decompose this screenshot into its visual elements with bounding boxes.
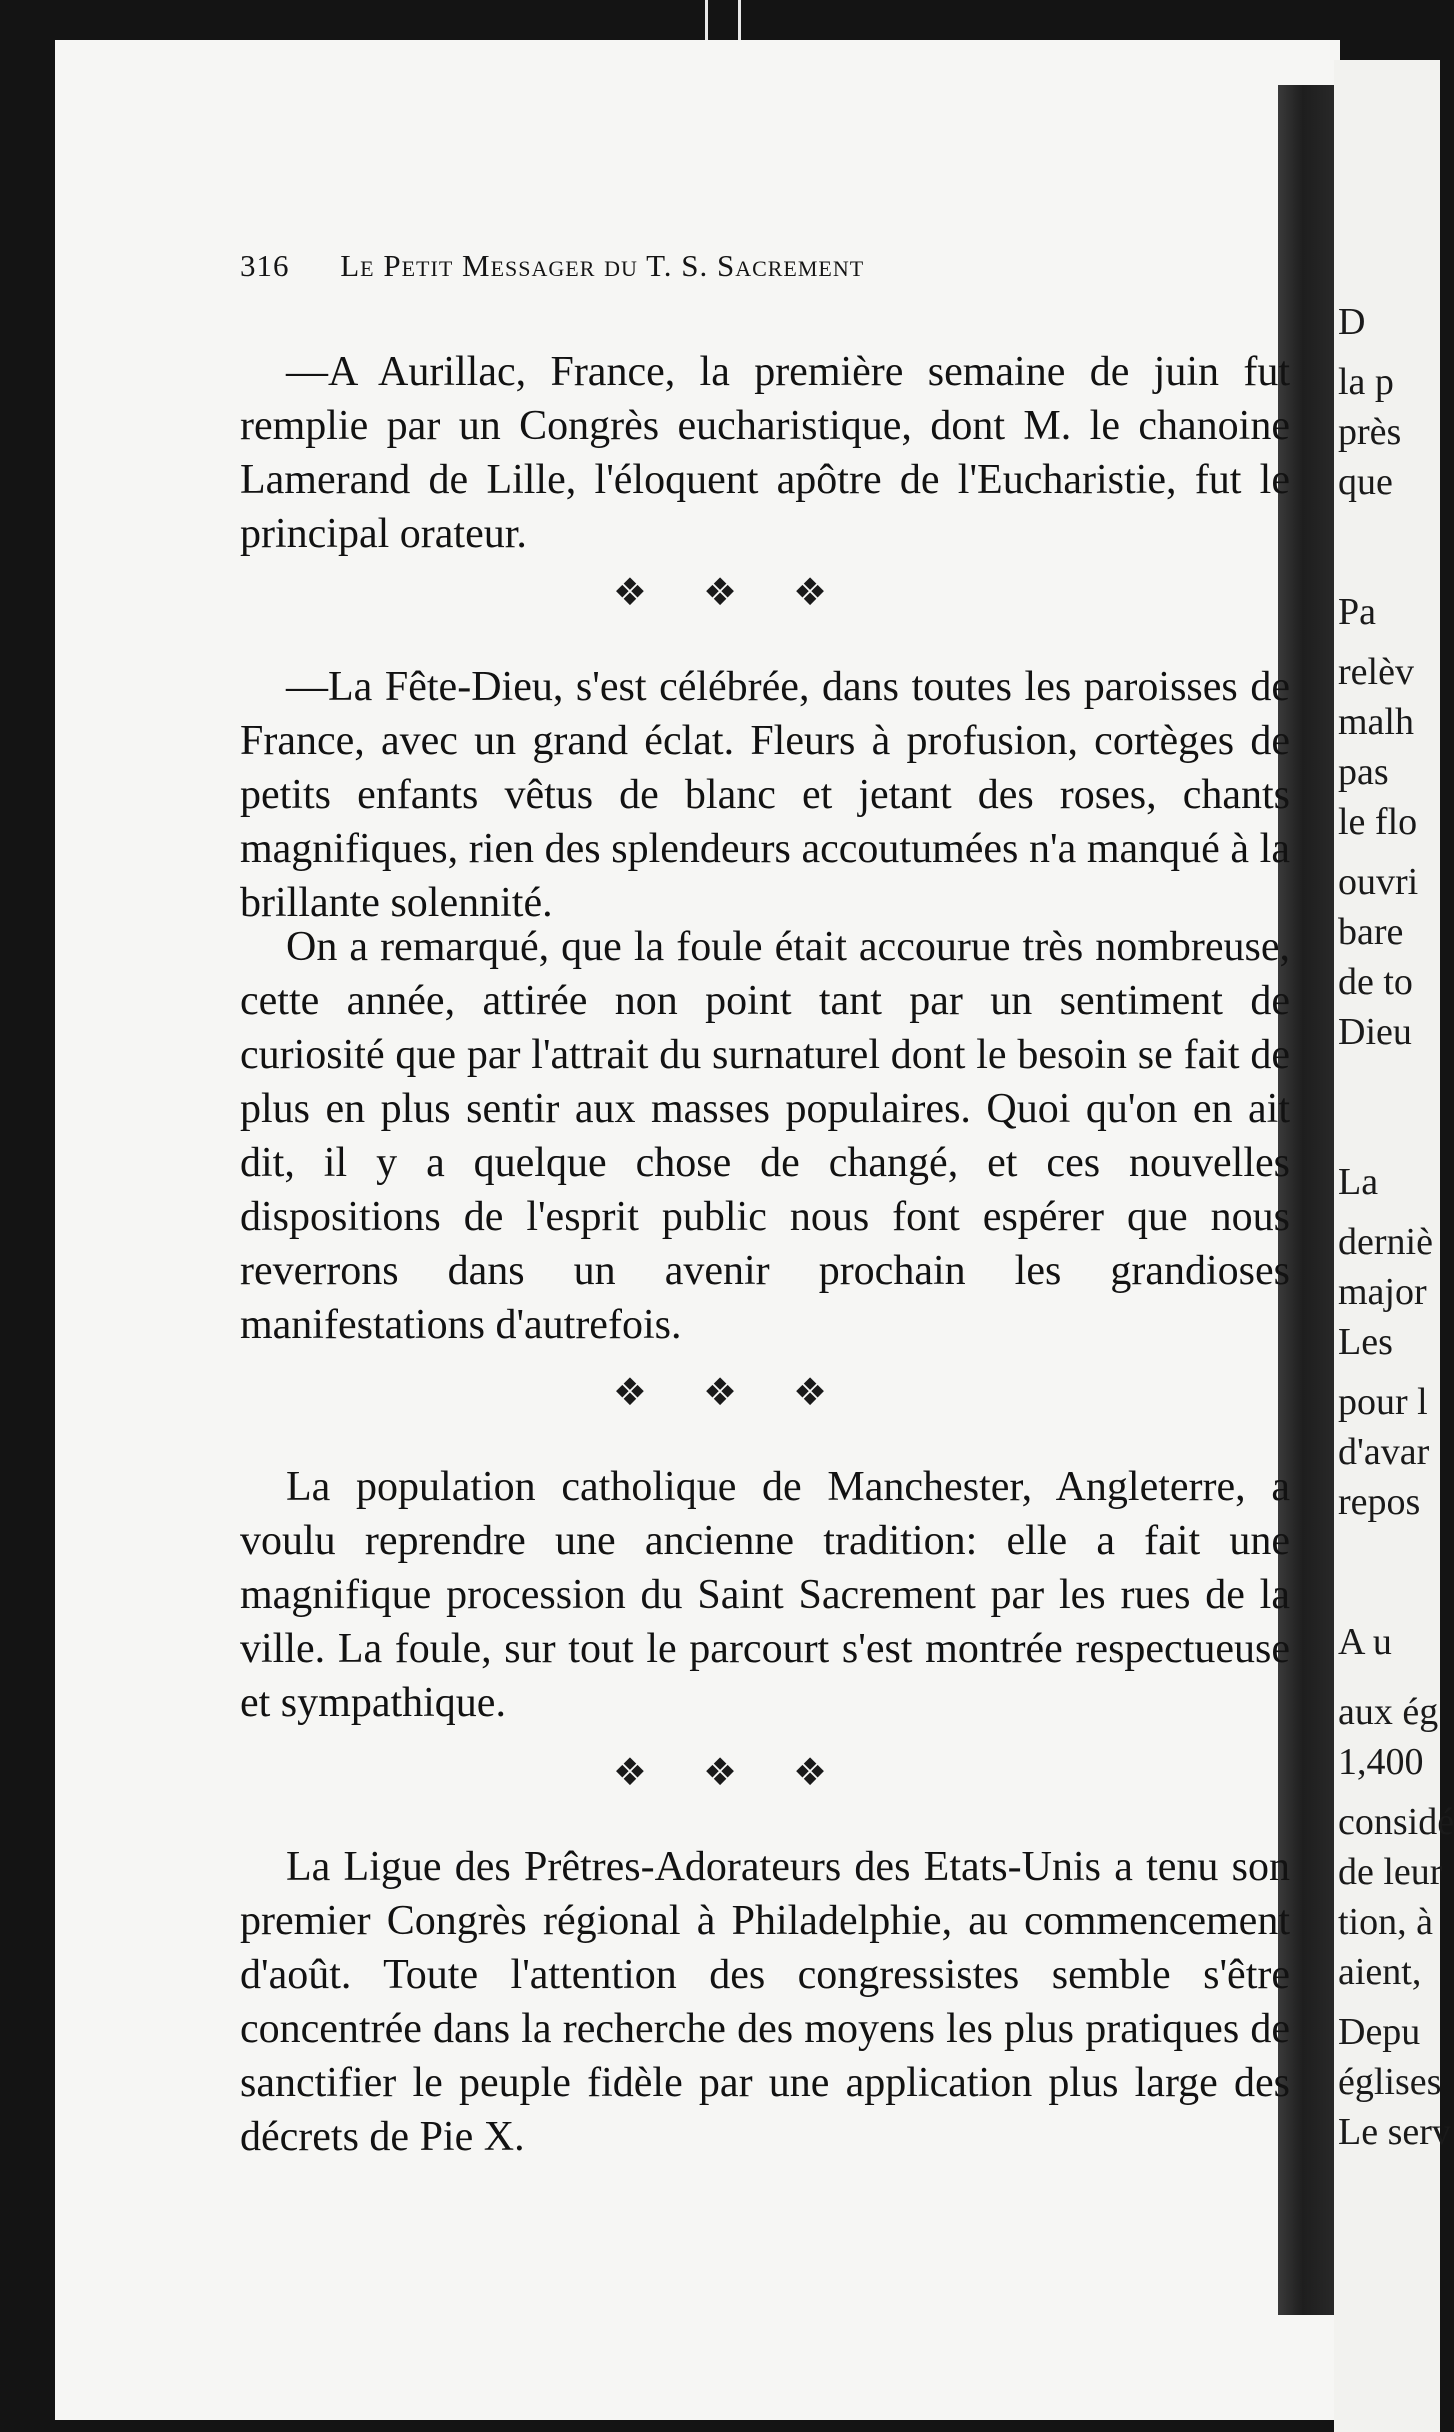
adjacent-page-fragment: major <box>1338 1271 1427 1313</box>
adjacent-page-fragment: pour l <box>1338 1381 1428 1423</box>
scan-fold-mark <box>705 0 741 40</box>
adjacent-page-fragment: A u <box>1338 1621 1392 1663</box>
adjacent-page-fragment: La <box>1338 1161 1379 1203</box>
adjacent-page-fragment: Depu <box>1338 2011 1421 2053</box>
page-number: 316 <box>240 248 290 283</box>
fleuron-ornament: ❖ <box>702 570 766 614</box>
adjacent-page-fragment: aux ég <box>1338 1691 1439 1733</box>
adjacent-page-fragment: Le serv <box>1338 2111 1451 2153</box>
adjacent-page-fragment: considé <box>1338 1801 1454 1843</box>
adjacent-page-fragment: que <box>1338 461 1393 503</box>
adjacent-page-fragment: repos <box>1338 1481 1421 1523</box>
paragraph-aurillac: —A Aurillac, France, la première semaine de juin fut remplie par un Congrès eucharistique, dont M. le chanoine Lamerand de Lille, l'éloquent apôtre de l'Eucharistie, fut le principal orateur. <box>240 349 1290 557</box>
adjacent-page-fragment: Pa <box>1338 591 1376 633</box>
paragraph-foule: On a remarqué, que la foule était accourue très nombreuse, cette année, attirée non point tant par un sentiment de curiosité que par l'attrait du surnaturel dont le besoin se fait de plus en plus sentir aux masses populaires. Quoi qu'on en ait dit, il y a quelque chose de changé, et ces nouvelles dispositions de l'esprit public nous font espérer que nous reverrons dans un avenir prochain les grandioses manifestations d'autrefois. <box>240 924 1290 1348</box>
adjacent-page-fragment: pas <box>1338 751 1389 793</box>
adjacent-page-fragment: D <box>1338 301 1366 343</box>
adjacent-page-fragment: aient, <box>1338 1951 1422 1993</box>
adjacent-page-fragment: malh <box>1338 701 1414 743</box>
adjacent-page-fragment: bare <box>1338 911 1404 953</box>
fleuron-ornament: ❖ <box>702 1370 766 1414</box>
adjacent-page-fragment: de to <box>1338 961 1413 1003</box>
running-head <box>240 248 864 284</box>
section-separator <box>0 1750 1440 1794</box>
adjacent-page-fragment: Dieu <box>1338 1011 1412 1053</box>
adjacent-page-fragment: d'avar <box>1338 1431 1430 1473</box>
adjacent-page-fragment: relèv <box>1338 651 1414 693</box>
fleuron-ornament: ❖ <box>793 1750 856 1794</box>
fleuron-ornament: ❖ <box>612 1750 675 1794</box>
adjacent-page-fragment: ouvri <box>1338 861 1419 903</box>
section-separator <box>0 1370 1440 1414</box>
fleuron-ornament: ❖ <box>793 570 856 614</box>
paragraph-pretres-adorateurs: La Ligue des Prêtres-Adorateurs des Etats-Unis a tenu son premier Congrès régional à Philadelphie, au commencement d'août. Toute l'attention des congressistes semble s'être concentrée dans la recherche des moyens les plus pratiques de sanctifier le peuple fidèle par une application plus large des décrets de Pie X. <box>240 1844 1290 2160</box>
adjacent-page-fragment: tion, à <box>1338 1901 1433 1943</box>
adjacent-page-fragment: églises <box>1338 2061 1442 2103</box>
adjacent-page-fragment: derniè <box>1338 1221 1433 1263</box>
fleuron-ornament: ❖ <box>612 1370 675 1414</box>
fleuron-ornament: ❖ <box>612 570 675 614</box>
running-head-title: Le Petit Messager du T. S. Sacrement <box>340 248 865 283</box>
adjacent-page <box>1334 60 1454 2432</box>
fleuron-ornament: ❖ <box>702 1750 766 1794</box>
section-separator <box>0 570 1440 614</box>
paragraph-fete-dieu: —La Fête-Dieu, s'est célébrée, dans toutes les paroisses de France, avec un grand éclat. Fleurs à profusion, cortèges de petits enfants vêtus de blanc et jetant des roses, chants magnifiques, rien des splendeurs accoutumées n'a manqué à la brillante solennité. <box>240 664 1290 926</box>
adjacent-page-fragment: 1,400 <box>1338 1741 1424 1783</box>
adjacent-page-fragment: près <box>1338 411 1402 453</box>
adjacent-page-fragment: la p <box>1338 361 1394 403</box>
adjacent-page-fragment: le flo <box>1338 801 1418 843</box>
adjacent-page-fragment: Les <box>1338 1321 1393 1363</box>
paragraph-manchester: La population catholique de Manchester, Angleterre, a voulu reprendre une ancienne tradition: elle a fait une magnifique procession du Saint Sacrement par les rues de la ville. La foule, sur tout le parcourt s'est montrée respectueuse et sympathique. <box>240 1464 1290 1726</box>
adjacent-page-fragment: de leur <box>1338 1851 1443 1893</box>
fleuron-ornament: ❖ <box>793 1370 856 1414</box>
